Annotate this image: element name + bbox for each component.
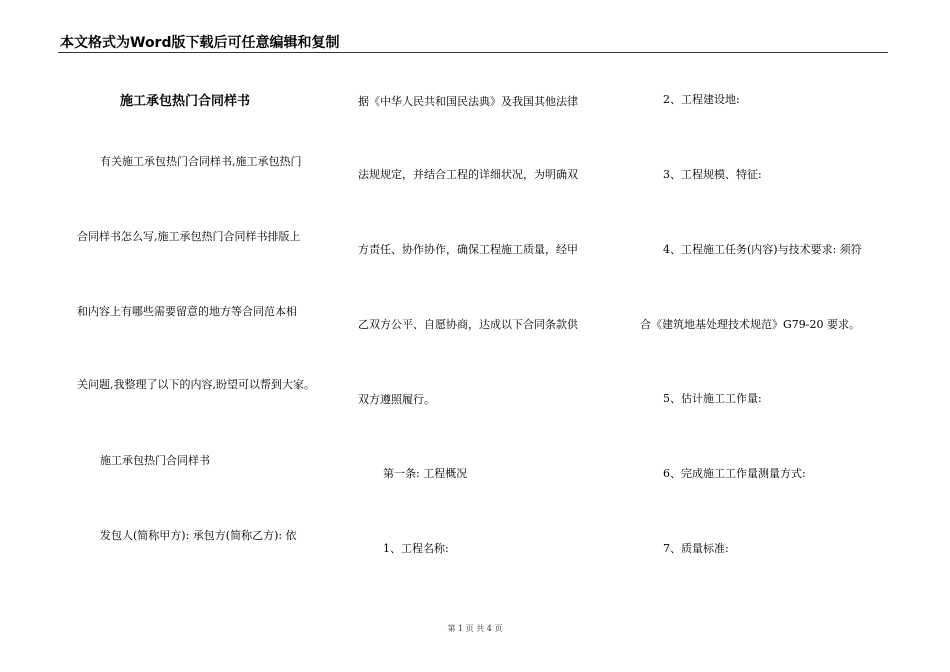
left-text-line: 施工承包热门合同样书 <box>100 454 210 467</box>
middle-section-heading: 第一条: 工程概况 <box>383 467 468 480</box>
middle-text-line: 双方遵照履行。 <box>358 393 435 406</box>
middle-text-line: 据《中华人民共和国民法典》及我国其他法律 <box>358 95 578 108</box>
middle-text-line: 1、工程名称: <box>383 542 449 555</box>
right-text-line: 合《建筑地基处理技术规范》G79-20 要求。 <box>640 318 860 331</box>
middle-text-line: 法规规定，并结合工程的详细状况，为明确双 <box>358 168 578 181</box>
header-divider <box>58 52 888 53</box>
left-text-line: 关问题,我整理了以下的内容,盼望可以帮到大家。 <box>77 378 315 391</box>
middle-text-line: 方责任、协作协作，确保工程施工质量，经甲 <box>358 243 578 256</box>
right-text-line: 4、工程施工任务(内容)与技术要求: 须符 <box>663 243 862 256</box>
document-header-banner: 本文格式为Word版下载后可任意编辑和复制 <box>60 35 340 51</box>
right-text-line: 2、工程建设地: <box>663 93 740 106</box>
right-text-line: 5、估计施工工作量: <box>663 392 762 405</box>
right-text-line: 3、工程规模、特征: <box>663 168 762 181</box>
left-text-line: 有关施工承包热门合同样书,施工承包热门 <box>100 155 302 168</box>
right-text-line: 6、完成施工工作量测量方式: <box>663 467 806 480</box>
left-text-line: 和内容上有哪些需要留意的地方等合同范本相 <box>77 305 297 318</box>
left-text-line: 合同样书怎么写,施工承包热门合同样书排版上 <box>77 230 301 243</box>
right-text-line: 7、质量标准: <box>663 542 729 555</box>
document-title: 施工承包热门合同样书 <box>120 94 251 109</box>
middle-text-line: 乙双方公平、自愿协商，达成以下合同条款供 <box>358 318 578 331</box>
page-footer: 第 1 页 共 4 页 <box>447 624 503 633</box>
left-text-line: 发包人(简称甲方): 承包方(简称乙方): 依 <box>100 529 297 542</box>
